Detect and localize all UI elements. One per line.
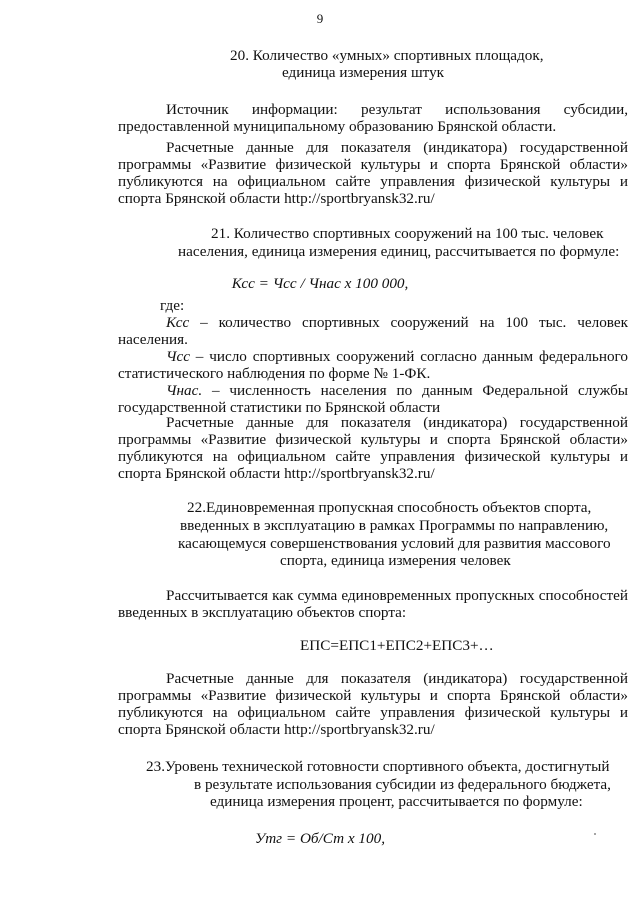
definition-ksc-text: – количество спортивных сооружений на 100 тыс. человек населения. bbox=[118, 314, 628, 348]
section-22-title-line-4: спорта, единица измерения человек bbox=[280, 552, 511, 569]
section-22-publication-paragraph: Расчетные данные для показателя (индикатора) государственной программы «Развитие физической культуры и спорта Брянской области» публикуются на официальном сайте управления физической культуры и спорта Брянской области http://sportbryansk32.ru/ bbox=[118, 670, 628, 738]
section-20-title-line-2: единица измерения штук bbox=[282, 64, 445, 81]
section-22-title-line-1: 22.Единовременная пропускная способность объектов спорта, bbox=[187, 499, 592, 516]
definition-ksc-symbol: Ксс bbox=[166, 314, 190, 331]
section-22-formula: ЕПС=ЕПС1+ЕПС2+ЕПС3+… bbox=[300, 637, 494, 654]
section-20-publication-paragraph: Расчетные данные для показателя (индикатора) государственной программы «Развитие физической культуры и спорта Брянской области» публикуются на официальном сайте управления физической культуры и спорта Брянской области http://sportbryansk32.ru/ bbox=[118, 139, 628, 207]
definition-chnas-text: – численность населения по данным Федеральной службы государственной статистики по Брянской области bbox=[118, 382, 628, 416]
section-21-publication-paragraph: Расчетные данные для показателя (индикатора) государственной программы «Развитие физической культуры и спорта Брянской области» публикуются на официальном сайте управления физической культуры и спорта Брянской области http://sportbryansk32.ru/ bbox=[118, 414, 628, 482]
scan-speck bbox=[594, 833, 596, 835]
section-23-title-line-1: 23.Уровень технической готовности спортивного объекта, достигнутый bbox=[146, 758, 610, 775]
definition-chnas bbox=[118, 382, 628, 416]
definition-ksc bbox=[118, 314, 628, 348]
section-23-title-line-2: в результате использования субсидии из федерального бюджета, bbox=[194, 776, 611, 793]
section-21-title-line-2: населения, единица измерения единиц, рассчитывается по формуле: bbox=[178, 243, 620, 260]
section-21-formula: Ксс = Чсс / Чнас х 100 000, bbox=[231, 275, 409, 292]
section-22-title-line-2: введенных в эксплуатацию в рамках Программы по направлению, bbox=[180, 517, 609, 534]
definition-chnas-symbol: Чнас. bbox=[166, 382, 203, 399]
definition-chss-symbol: Чсс bbox=[166, 348, 190, 365]
section-21-title-line-1: 21. Количество спортивных сооружений на 100 тыс. человек bbox=[211, 225, 604, 242]
section-23-title-line-3: единица измерения процент, рассчитывается по формуле: bbox=[210, 793, 583, 810]
section-23-formula: Утг = Об/Ст х 100, bbox=[254, 830, 385, 847]
section-22-title-line-3: касающемуся совершенствования условий для развития массового bbox=[178, 535, 611, 552]
page-number: 9 bbox=[316, 11, 324, 26]
where-label: где: bbox=[160, 297, 185, 314]
section-22-sum-paragraph: Рассчитывается как сумма единовременных пропускных способностей введенных в эксплуатацию объектов спорта: bbox=[118, 587, 628, 621]
section-20-title-line-1: 20. Количество «умных» спортивных площадок, bbox=[230, 47, 544, 64]
section-20-source-paragraph: Источник информации: результат использования субсидии, предоставленной муниципальному образованию Брянской области. bbox=[118, 101, 628, 135]
definition-chss-text: – число спортивных сооружений согласно данным федерального статистического наблюдения по форме № 1-ФК. bbox=[118, 348, 628, 382]
definition-chss bbox=[118, 348, 628, 382]
